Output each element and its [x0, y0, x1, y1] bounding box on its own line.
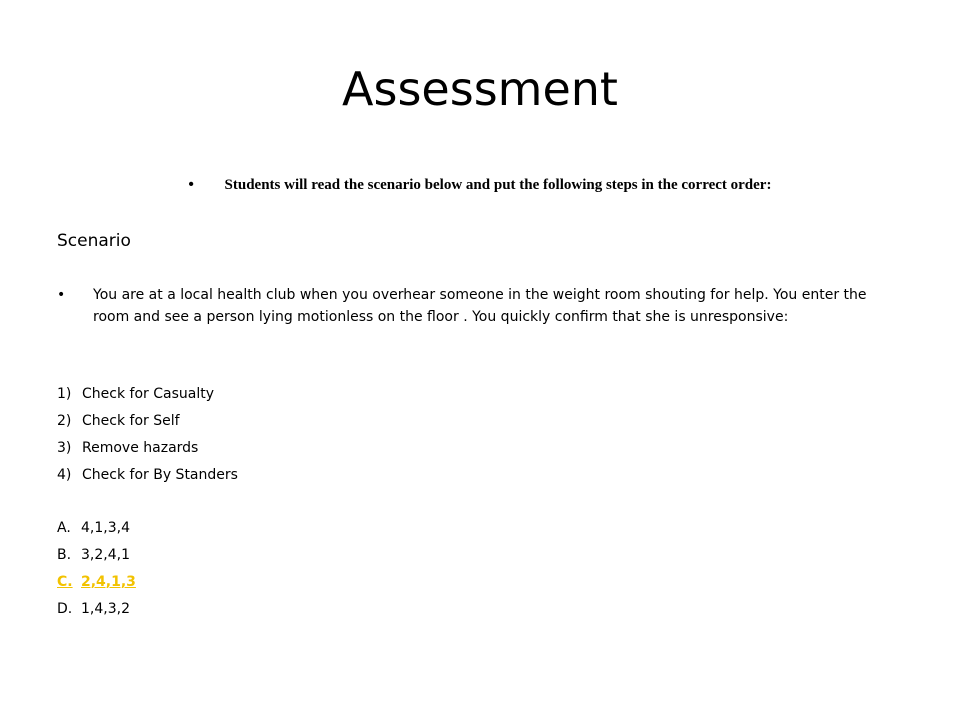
step-item	[57, 435, 238, 462]
answer-option-a	[57, 515, 136, 542]
answer-letter: B.	[57, 547, 72, 563]
step-label: Check for By Standers	[82, 467, 238, 483]
answer-letter: C.	[57, 574, 73, 590]
answer-letter: D.	[57, 601, 73, 617]
scenario-text: You are at a local health club when you overhear someone in the weight room shouting for help. You enter the room and see a person lying motionless on the floor . You quickly confirm that she is unresponsive:	[93, 287, 867, 325]
bullet-icon: •	[57, 287, 66, 303]
scenario-heading: Scenario	[57, 231, 131, 251]
instruction-text: Students will read the scenario below and put the following steps in the correct order:	[224, 177, 772, 193]
answer-value: 3,2,4,1	[81, 547, 130, 563]
step-number: 1)	[57, 386, 72, 402]
scenario-paragraph	[57, 284, 887, 328]
answer-value: 2,4,1,3	[81, 574, 136, 590]
step-number: 4)	[57, 467, 72, 483]
instruction-line	[120, 174, 840, 196]
slide-title: Assessment	[342, 62, 618, 116]
step-number: 2)	[57, 413, 72, 429]
steps-list	[57, 381, 238, 489]
answer-value: 4,1,3,4	[81, 520, 130, 536]
step-number: 3)	[57, 440, 72, 456]
answer-options	[57, 515, 136, 623]
step-label: Check for Self	[82, 413, 180, 429]
step-item	[57, 462, 238, 489]
step-item	[57, 408, 238, 435]
step-label: Remove hazards	[82, 440, 199, 456]
answer-option-c-correct	[57, 569, 136, 596]
step-item	[57, 381, 238, 408]
bullet-icon: •	[188, 176, 194, 193]
answer-value: 1,4,3,2	[81, 601, 130, 617]
answer-option-d	[57, 596, 136, 623]
answer-letter: A.	[57, 520, 71, 536]
step-label: Check for Casualty	[82, 386, 214, 402]
answer-option-b	[57, 542, 136, 569]
